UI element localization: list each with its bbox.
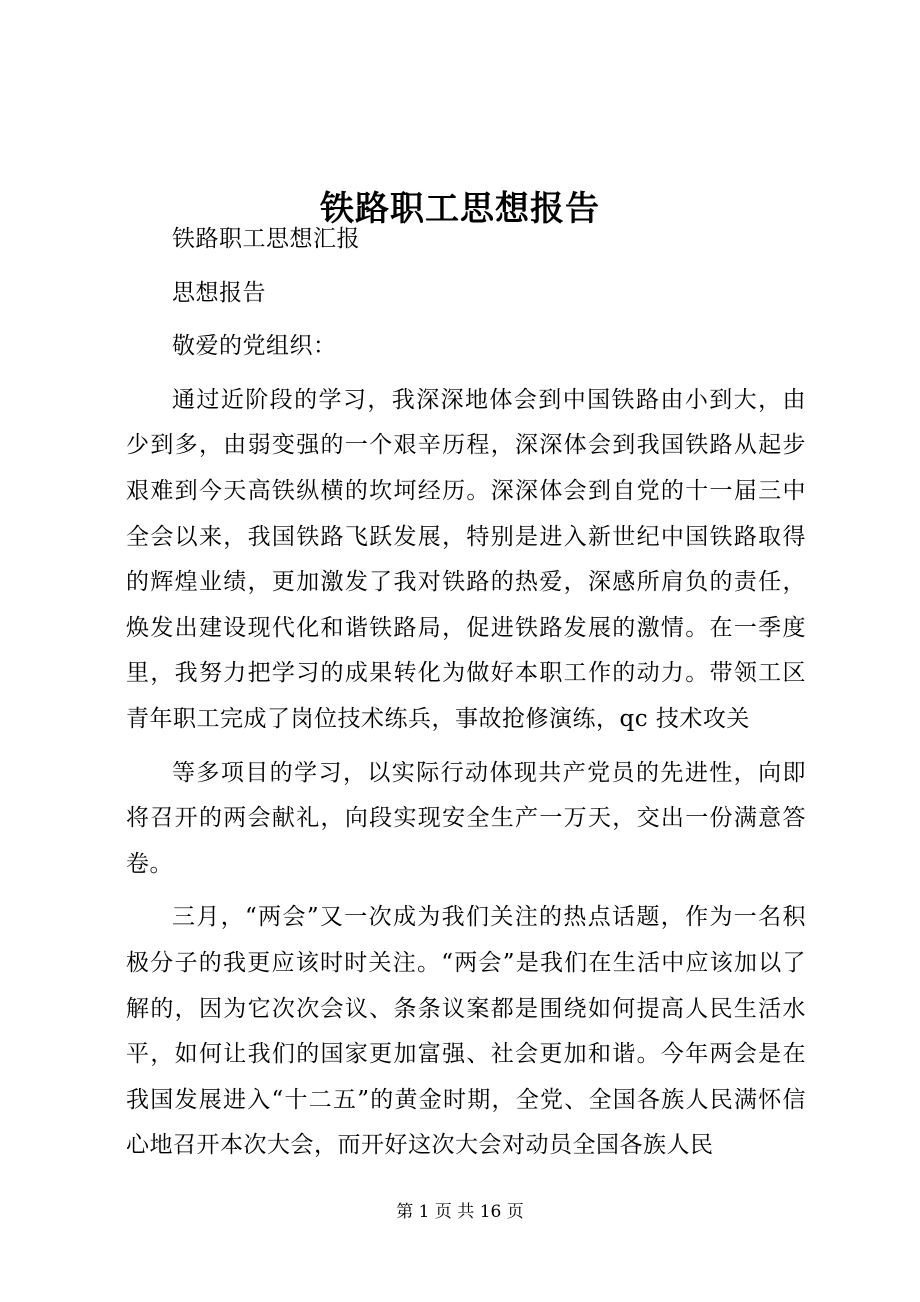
document-title: 铁路职工思想报告 — [320, 188, 600, 229]
paragraph-heading: 铁路职工思想汇报 — [172, 226, 360, 252]
paragraph-body-3: 三月，“两会”又一次成为我们关注的热点话题，作为一名积极分子的我更应该时时关注。“两会”是我们在生活中应该加以了解的，因为它次次会议、条条议案都是围绕如何提高人民生活水平，如何让我们的国家更加富强、社会更加和谐。今年两会是在我国发展进入“十二五”的黄金时期，全党、全国各族人民满怀信心地召开本次大会，而开好这次大会对动员全国各族人民 — [126, 904, 806, 1159]
paragraph-body-1: 通过近阶段的学习，我深深地体会到中国铁路由小到大，由少到多，由弱变强的一个艰辛历程，深深体会到我国铁路从起步艰难到今天高铁纵横的坎坷经历。深深体会到自党的十一届三中全会以来，我国铁路飞跃发展，特别是进入新世纪中国铁路取得的辉煌业绩，更加激发了我对铁路的热爱，深感所肩负的责任，焕发出建设现代化和谐铁路局，促进铁路发展的激情。在一季度里，我努力把学习的成果转化为做好本职工作的动力。带领工区青年职工完成了岗位技术练兵，事故抢修演练，qc 技术攻关 — [126, 386, 806, 732]
page-footer: 第 1 页 共 16 页 — [396, 1202, 524, 1222]
paragraph-subheading: 思想报告 — [172, 279, 266, 306]
document-body — [126, 217, 806, 1169]
paragraph-salutation: 敬爱的党组织： — [172, 333, 337, 360]
paragraph-body-2: 等多项目的学习，以实际行动体现共产党员的先进性，向即将召开的两会献礼，向段实现安全生产一万天，交出一份满意答卷。 — [126, 759, 806, 877]
